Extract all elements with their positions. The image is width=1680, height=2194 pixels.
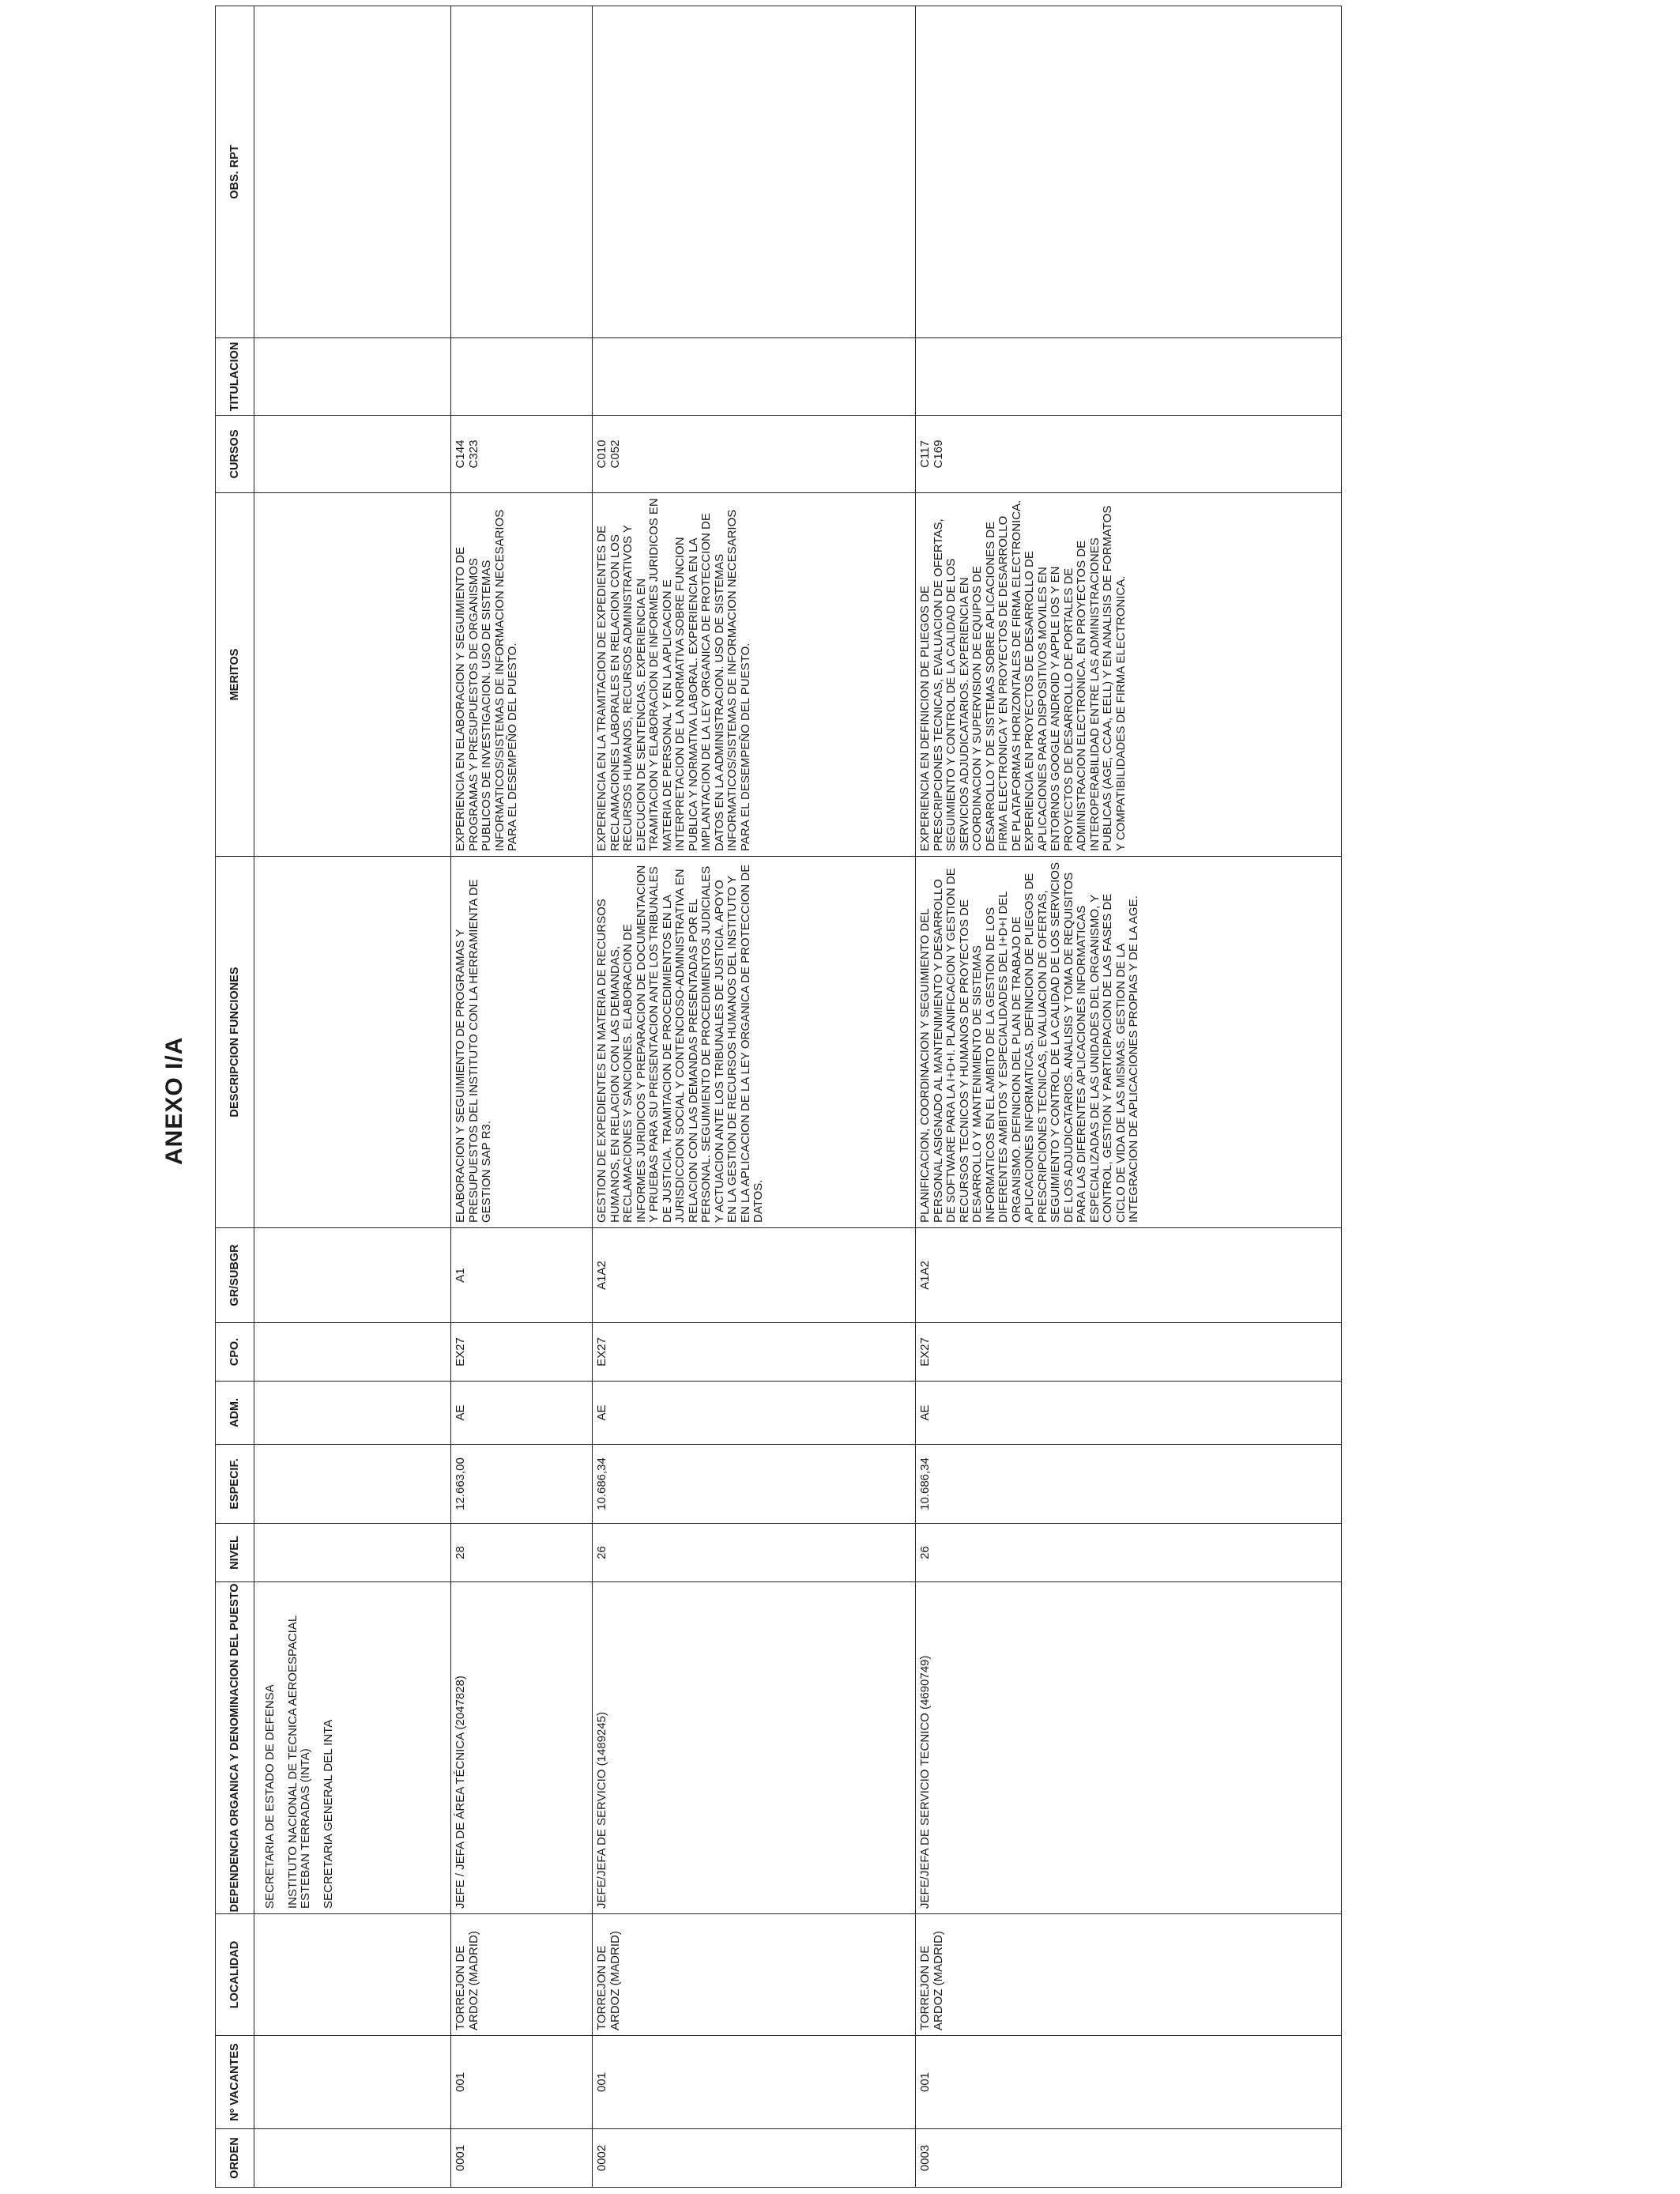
cell-nivel: 28	[451, 1524, 593, 1582]
section-line-1: SECRETARIA DE ESTADO DE DEFENSA	[263, 1684, 277, 1909]
cell-descripcion: ELABORACION Y SEGUIMIENTO DE PROGRAMAS Y PRESUPUESTOS DEL INSTITUTO CON LA HERRAMIENTA DE GESTION SAP R3.	[451, 857, 593, 1228]
cell-meritos: EXPERIENCIA EN LA TRAMITACION DE EXPEDIENTES DE RECLAMACIONES LABORALES EN RELACION CON LOS RECURSOS HUMANOS, RECURSOS ADMINISTRATIVOS Y EJECUCION DE SENTENCIAS. EXPERIENCIA EN TRAMITACION Y ELABORACION DE INFORMES JURIDICOS EN MATERIA DE PERSONAL Y EN LA APLICACION E INTERPRETACION DE LA NORMATIVA SOBRE FUNCION PUBLICA Y NORMATIVA LABORAL. EXPERIENCIA EN LA IMPLANTACION DE LA LEY ORGANICA DE PROTECCION DE DATOS EN LA ADMINISTRACION. USO DE SISTEMAS INFORMATICOS/SISTEMAS DE INFORMACION NECESARIOS PARA EL DESEMPEÑO DEL PUESTO.	[593, 493, 916, 857]
cell-localidad: TORREJON DE ARDOZ (MADRID)	[451, 1914, 593, 2036]
section-line-3: SECRETARIA GENERAL DEL INTA	[321, 1719, 335, 1909]
cell-especif: 10.686,34	[593, 1445, 916, 1524]
section-row	[254, 6, 451, 2188]
cell-nivel: 26	[916, 1524, 1342, 1582]
header-dependencia: DEPENDENCIA ORGANICA Y DENOMINACION DEL PUESTO	[216, 1582, 254, 1914]
cell-titulacion	[451, 338, 593, 416]
header-titulacion: TITULACION	[216, 338, 254, 416]
cell-meritos: EXPERIENCIA EN ELABORACION Y SEGUIMIENTO DE PROGRAMAS Y PRESUPUESTOS DE ORGANISMOS PUBLICOS DE INVESTIGACION. USO DE SISTEMAS INFORMATICOS/SISTEMAS DE INFORMACION NECESARIOS PARA EL DESEMPEÑO DEL PUESTO.	[451, 493, 593, 857]
header-grsubgr: GR/SUBGR	[216, 1228, 254, 1323]
cell-puesto: JEFE/JEFA DE SERVICIO TECNICO (4690749)	[916, 1582, 1342, 1914]
table-row	[593, 6, 916, 2188]
section-blank	[254, 2036, 451, 2129]
cell-orden: 0002	[593, 2129, 916, 2188]
cell-obs	[593, 6, 916, 338]
cell-adm: AE	[451, 1382, 593, 1445]
cell-localidad: TORREJON DE ARDOZ (MADRID)	[593, 1914, 916, 2036]
cell-especif: 10.686,34	[916, 1445, 1342, 1524]
cell-adm: AE	[593, 1382, 916, 1445]
cell-puesto: JEFE/JEFA DE SERVICIO (1489245)	[593, 1582, 916, 1914]
header-vacantes: Nº VACANTES	[216, 2036, 254, 2129]
table-row	[916, 6, 1342, 2188]
cell-cpo: EX27	[916, 1323, 1342, 1382]
cell-orden: 0001	[451, 2129, 593, 2188]
header-nivel: NIVEL	[216, 1524, 254, 1582]
cell-orden: 0003	[916, 2129, 1342, 2188]
cell-cursos: C117 C169	[916, 416, 1342, 493]
header-orden: ORDEN	[216, 2129, 254, 2188]
rotated-table-container	[215, 6, 1318, 2188]
header-obs: OBS. RPT	[216, 6, 254, 338]
header-descripcion: DESCRIPCION FUNCIONES	[216, 857, 254, 1228]
section-blank	[254, 1914, 451, 2036]
vacancy-table	[215, 6, 1342, 2188]
cell-nivel: 26	[593, 1524, 916, 1582]
cell-descripcion: PLANIFICACION, COORDINACION Y SEGUIMIENTO DEL PERSONAL ASIGNADO AL MANTENIMIENTO Y DESARROLLO DE SOFTWARE PARA LA I+D+I. PLANIFICACION Y GESTION DE RECURSOS TECNICOS Y HUMANOS DE PROYECTOS DE DESARROLLO Y MANTENIMIENTO DE SISTEMAS INFORMATICOS EN EL AMBITO DE LA GESTION DE LOS DIFERENTES AMBITOS Y ESPECIALIDADES DEL I+D+I DEL ORGANISMO. DEFINICION DEL PLAN DE TRABAJO DE APLICACIONES INFORMATICAS. DEFINICION DE PLIEGOS DE PRESCRIPCIONES TECNICAS, EVALUACION DE OFERTAS, SEGUIMIENTO Y CONTROL DE LA CALIDAD DE LOS SERVICIOS DE LOS ADJUDICATARIOS. ANALISIS Y TOMA DE REQUISITOS PARA LAS DIFERENTES APLICACIONES INFORMATICAS ESPECIALIZADAS DE LAS UNIDADES DEL ORGANISMO, Y CONTROL, GESTION Y PARTICIPACION DE LAS FASES DE CICLO DE VIDA DE LAS MISMAS. GESTION DE LA INTEGRACION DE APLICACIONES PROPIAS Y DE LA AGE.	[916, 857, 1342, 1228]
cell-especif: 12.663,00	[451, 1445, 593, 1524]
header-localidad: LOCALIDAD	[216, 1914, 254, 2036]
cell-titulacion	[916, 338, 1342, 416]
cell-titulacion	[593, 338, 916, 416]
header-adm: ADM.	[216, 1382, 254, 1445]
cell-vacantes: 001	[451, 2036, 593, 2129]
section-blank	[254, 2129, 451, 2188]
page-title: ANEXO I/A	[161, 1036, 187, 1165]
cell-cursos: C144 C323	[451, 416, 593, 493]
cell-grsubgr: A1	[451, 1228, 593, 1323]
cell-grsubgr: A1A2	[593, 1228, 916, 1323]
cell-meritos: EXPERIENCIA EN DEFINICION DE PLIEGOS DE PRESCRIPCIONES TECNICAS, EVALUACION DE OFERTAS, SEGUIMIENTO Y CONTROL DE LA CALIDAD DE LOS SERVICIOS ADJUDICATARIOS. EXPERIENCIA EN COORDINACION Y SUPERVISION DE EQUIPOS DE DESARROLLO Y DE SISTEMAS SOBRE APLICACIONES DE FIRMA ELECTRONICA Y EN PROYECTOS DE DESARROLLO DE PLATAFORMAS HORIZONTALES DE FIRMA ELECTRONICA. EXPERIENCIA EN PROYECTOS DE DESARROLLO DE APLICACIONES PARA DISPOSITIVOS MOVILES EN ENTORNOS GOOGLE ANDROID Y APPLE IOS Y EN PROYECTOS DE DESARROLLO DE PORTALES DE ADMINISTRACION ELECTRONICA. EN PROYECTOS DE INTEROPERABILIDAD ENTRE LAS ADMINISTRACIONES PUBLICAS (AGE, CCAA, EELL) Y EN ANALISIS DE FORMATOS Y COMPATIBILIDADES DE FIRMA ELECTRONICA.	[916, 493, 1342, 857]
header-especif: ESPECIF.	[216, 1445, 254, 1524]
cell-grsubgr: A1A2	[916, 1228, 1342, 1323]
cell-obs	[451, 6, 593, 338]
cell-cpo: EX27	[451, 1323, 593, 1382]
cell-adm: AE	[916, 1382, 1342, 1445]
cell-obs	[916, 6, 1342, 338]
cell-vacantes: 001	[916, 2036, 1342, 2129]
table-row	[451, 6, 593, 2188]
header-meritos: MERITOS	[216, 493, 254, 857]
cell-cursos: C010 C052	[593, 416, 916, 493]
cell-vacantes: 001	[593, 2036, 916, 2129]
cell-puesto: JEFE / JEFA DE ÁREA TÉCNICA (2047828)	[451, 1582, 593, 1914]
header-row	[216, 6, 254, 2188]
section-line-2: INSTITUTO NACIONAL DE TECNICA AEROESPACIAL ESTEBAN TERRADAS (INTA)	[285, 1615, 312, 1909]
cell-descripcion: GESTION DE EXPEDIENTES EN MATERIA DE RECURSOS HUMANOS, EN RELACION CON LAS DEMANDAS, RECLAMACIONES Y SANCIONES. ELABORACION DE INFORMES JURIDICOS Y PREPARACION DE DOCUMENTACION Y PRUEBAS PARA SU PRESENTACION ANTE LOS TRIBUNALES DE JUSTICIA. TRAMITACION DE PROCEDIMIENTOS EN LA JURISDICCION SOCIAL Y CONTENCIOSO-ADMINISTRATIVA EN RELACION CON LAS DEMANDAS PRESENTADAS POR EL PERSONAL. SEGUIMIENTO DE PROCEDIMIENTOS JUDICIALES Y ACTUACION ANTE LOS TRIBUNALES DE JUSTICIA. APOYO EN LA GESTION DE RECURSOS HUMANOS DEL INSTITUTO Y EN LA APLICACION DE LA LEY ORGANICA DE PROTECCION DE DATOS.	[593, 857, 916, 1228]
cell-cpo: EX27	[593, 1323, 916, 1382]
header-cpo: CPO.	[216, 1323, 254, 1382]
header-cursos: CURSOS	[216, 416, 254, 493]
cell-localidad: TORREJON DE ARDOZ (MADRID)	[916, 1914, 1342, 2036]
section-cell	[254, 1582, 451, 1914]
